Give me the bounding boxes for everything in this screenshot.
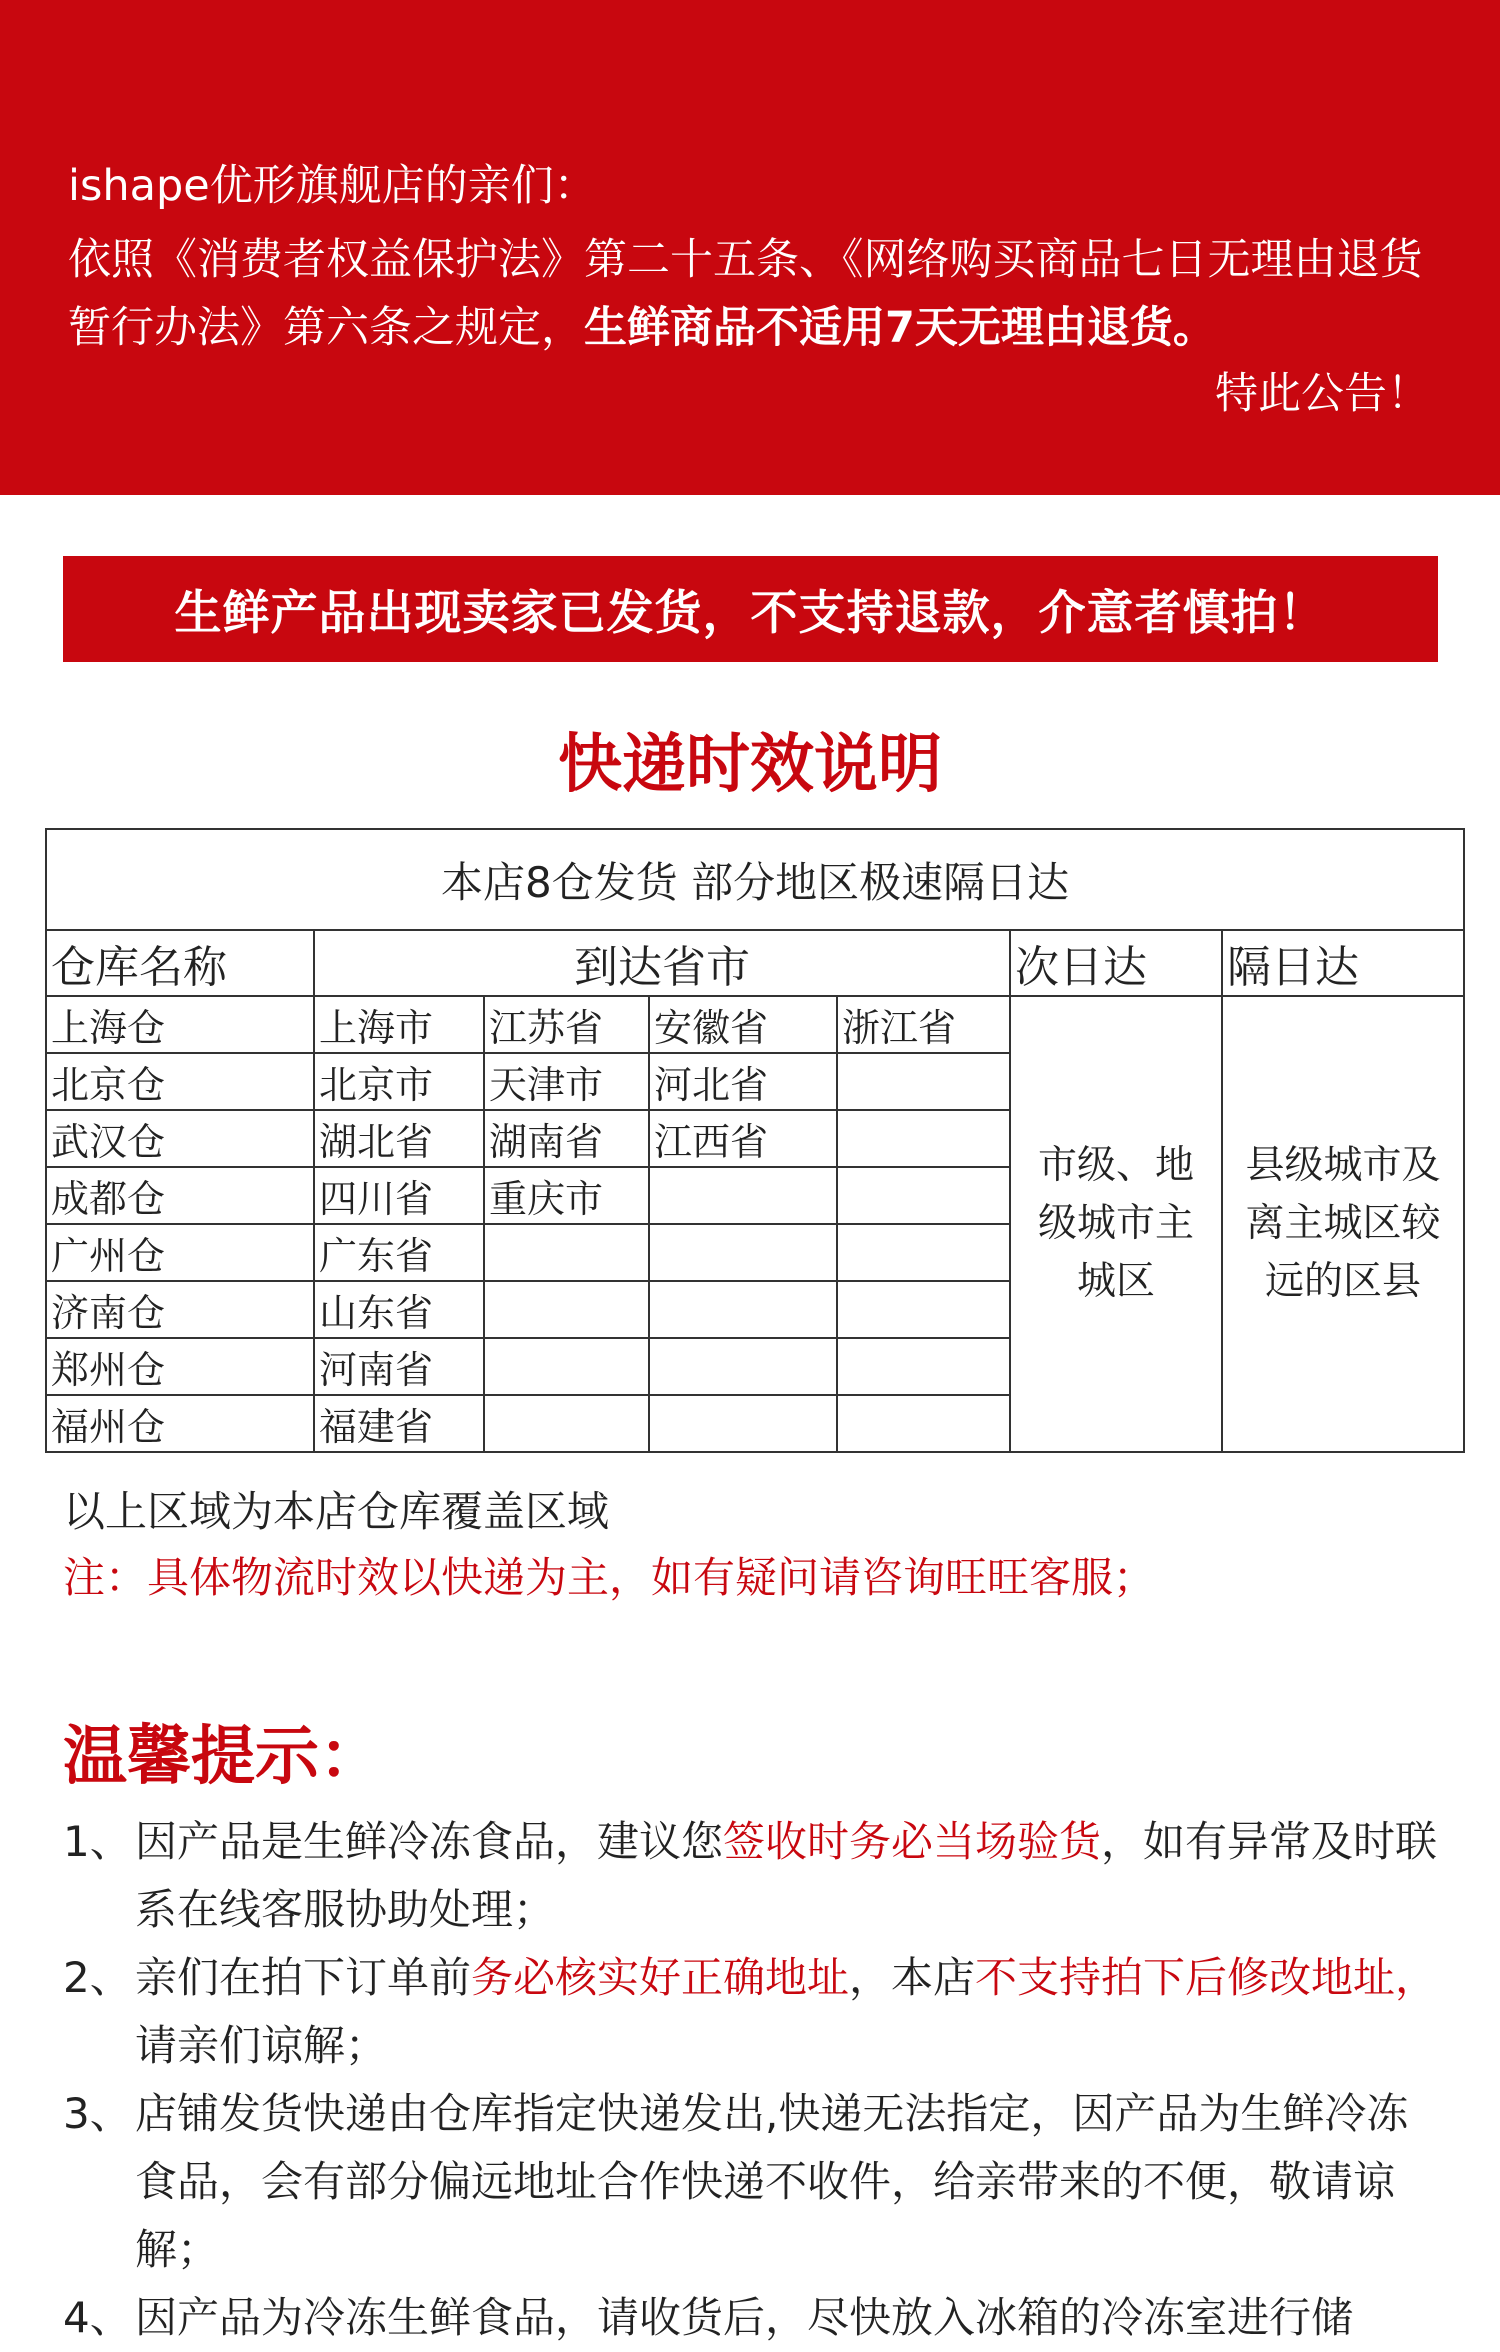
destination-cell [484,1224,649,1281]
shipping-table-wrap [45,828,1463,1453]
warehouse-cell: 北京仓 [46,1053,314,1110]
tip-number: 4、 [63,2293,132,2342]
header-destinations: 到达省市 [314,930,1010,996]
header-second-day: 隔日达 [1222,930,1464,996]
warehouse-cell: 广州仓 [46,1224,314,1281]
tip-text: 亲们在拍下订单前 [135,1953,472,2002]
table-caption: 本店8仓发货 部分地区极速隔日达 [46,829,1464,930]
destination-cell: 湖南省 [484,1110,649,1167]
tip-number: 3、 [63,2089,132,2138]
destination-cell [649,1167,837,1224]
tip-highlight: 不支持拍下后修改地址， [975,1953,1438,2002]
shipping-table [45,828,1465,1453]
tip-number: 1、 [63,1817,132,1866]
warehouse-cell: 济南仓 [46,1281,314,1338]
section-title: 快递时效说明 [558,728,942,802]
table-row [46,996,1464,1053]
destination-cell: 天津市 [484,1053,649,1110]
destination-cell: 河北省 [649,1053,837,1110]
next-day-note: 市级、地级城市主城区 [1010,996,1222,1452]
notice-emphasis: 生鲜商品不适用7天无理由退货。 [584,303,1216,353]
tip-text: 因产品为冷冻生鲜食品，请收货后，尽快放入冰箱的冷冻室进行储 [135,2293,1354,2342]
tip-text: 请亲们谅解； [135,2021,388,2070]
table-caption-row [46,829,1464,930]
destination-cell [649,1395,837,1452]
destination-cell: 福建省 [314,1395,484,1452]
tip-text: ，本店 [849,1953,976,2002]
destination-cell [837,1053,1010,1110]
destination-cell [484,1281,649,1338]
tip-highlight: 签收时务必当场验货 [723,1817,1102,1866]
warehouse-cell: 武汉仓 [46,1110,314,1167]
destination-cell: 重庆市 [484,1167,649,1224]
destination-cell: 浙江省 [837,996,1010,1053]
destination-cell [484,1338,649,1395]
coverage-note: 以上区域为本店仓库覆盖区域 [63,1487,610,1536]
tips-list [63,1808,1443,2352]
logistics-note: 注：具体物流时效以快递为主，如有疑问请咨询旺旺客服； [63,1553,1156,1602]
tip-text: 因产品是生鲜冷冻食品，建议您 [135,1817,724,1866]
notice-paragraph [68,226,1448,362]
warehouse-cell: 成都仓 [46,1167,314,1224]
notice-greeting: ishape优形旗舰店的亲们： [68,161,597,211]
destination-cell [484,1395,649,1452]
destination-cell [837,1224,1010,1281]
warehouse-cell: 上海仓 [46,996,314,1053]
notice-text: 依照《消费者权益保护法》第二十五条、《网络购买商品七日无理由退货暂行办法》第六条之规定， [68,235,1423,353]
destination-cell: 江苏省 [484,996,649,1053]
tip-highlight: 务必核实好正确地址 [471,1953,850,2002]
tips-title: 温馨提示： [63,1720,383,1794]
header-next-day: 次日达 [1010,930,1222,996]
header-warehouse: 仓库名称 [46,930,314,996]
warehouse-cell: 福州仓 [46,1395,314,1452]
destination-cell [837,1110,1010,1167]
tip-number: 2、 [63,1953,132,2002]
destination-cell: 上海市 [314,996,484,1053]
notice-banner [0,0,1500,495]
tip-text: ，如有异常及时联系在线客服协助处理； [135,1817,1438,1934]
destination-cell: 湖北省 [314,1110,484,1167]
tip-text: 店铺发货快递由仓库指定快递发出,快递无法指定，因产品为生鲜冷冻食品，会有部分偏远地址合作快递不收件，给亲带来的不便，敬请谅解； [135,2089,1409,2274]
destination-cell [649,1338,837,1395]
refund-warning-bar: 生鲜产品出现卖家已发货，不支持退款，介意者慎拍！ [63,556,1438,662]
second-day-note: 县级城市及离主城区较远的区县 [1222,996,1464,1452]
destination-cell: 河南省 [314,1338,484,1395]
tip-item [63,1808,1443,1944]
destination-cell [837,1338,1010,1395]
destination-cell: 四川省 [314,1167,484,1224]
destination-cell [837,1167,1010,1224]
destination-cell [649,1224,837,1281]
destination-cell: 广东省 [314,1224,484,1281]
destination-cell [837,1395,1010,1452]
warehouse-cell: 郑州仓 [46,1338,314,1395]
destination-cell: 江西省 [649,1110,837,1167]
destination-cell: 安徽省 [649,996,837,1053]
tip-item [63,2080,1443,2284]
notice-sign: 特此公告！ [1215,369,1430,419]
destination-cell: 山东省 [314,1281,484,1338]
destination-cell [837,1281,1010,1338]
destination-cell [649,1281,837,1338]
table-header-row [46,930,1464,996]
destination-cell: 北京市 [314,1053,484,1110]
tip-item [63,1944,1443,2080]
tip-item [63,2284,1443,2352]
